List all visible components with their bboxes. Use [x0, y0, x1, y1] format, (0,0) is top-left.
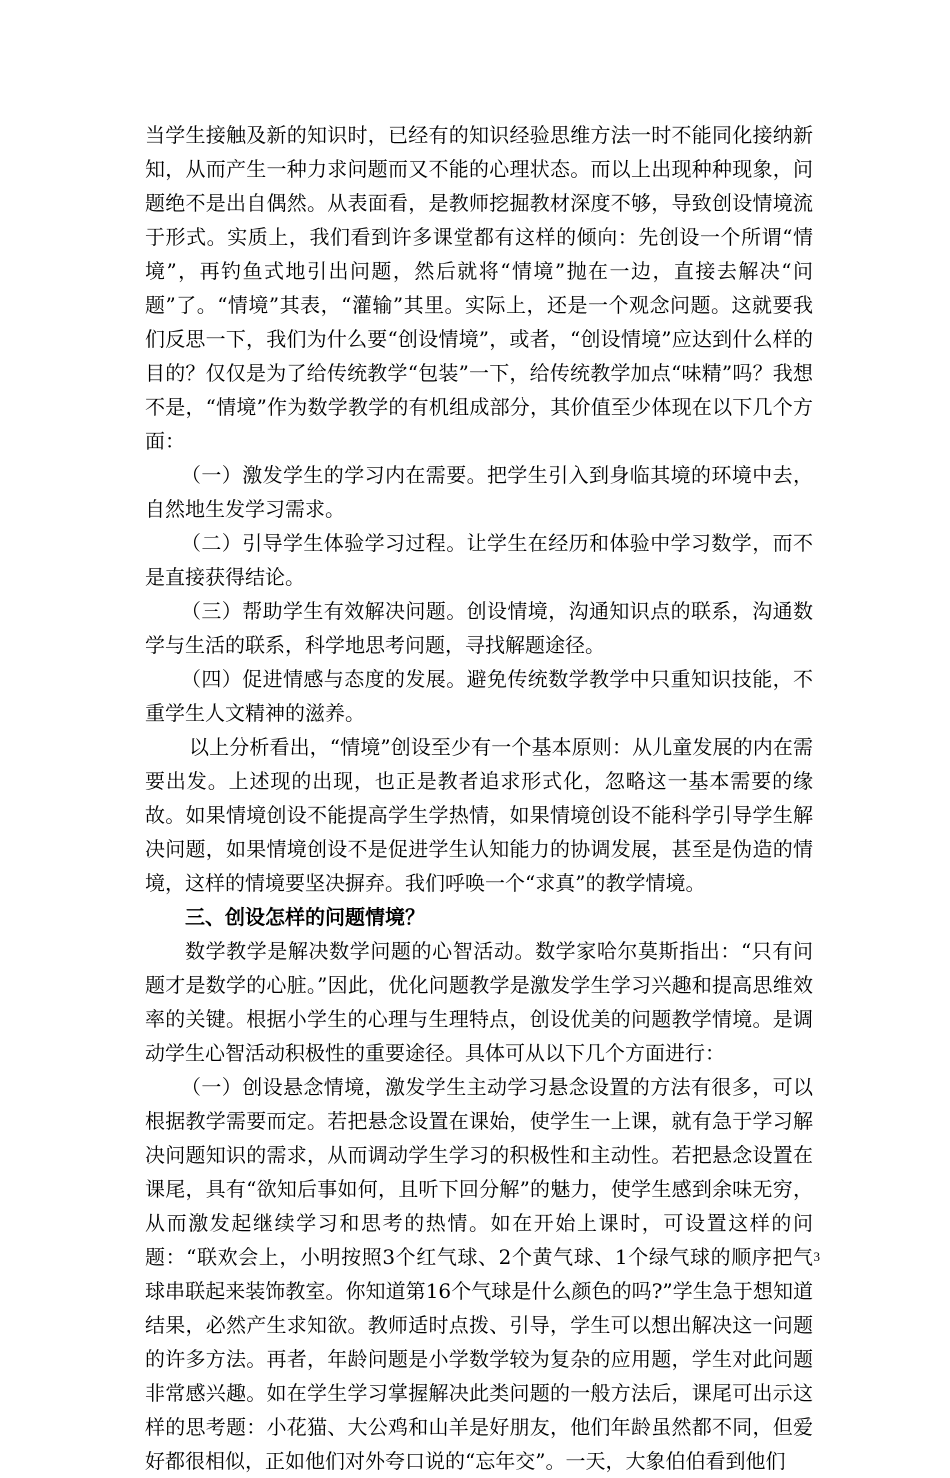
section-heading: 三、创设怎样的问题情境？	[185, 905, 425, 929]
paragraph-point-2: （二）引导学生体验学习过程。让学生在经历和体验中学习数学，而不是直接获得结论。	[145, 531, 813, 589]
paragraph-suspense: （一）创设悬念情境，激发学生主动学习悬念设置的方法有很多，可以根据教学需要而定。若把悬念设置在课始，使学生一上课，就有急于学习解决问题知识的需求，从而调动学生学习的积极性和主动性。若把悬念设置在课尾，具有“欲知后事如何，且听下回分解”的魅力，使学生感到余味无穷，从而激发起继续学习和思考的热情。如在开始上课时，可设置这样的问题：“联欢会上，小明按照3个红气球、2个黄气球、1个绿气球的顺序把气球串联起来装饰教室。你知道第16个气球是什么颜色的吗?”学生急于想知道结果，必然产生求知欲。教师适时点拨、引导，学生可以想出解决这一问题的许多方法。再者，年龄问题是小学数学较为复杂的应用题，学生对此问题非常感兴趣。如在学生学习掌握解决此类问题的一般方法后，课尾可出示这样的思考题：小花猫、大公鸡和山羊是好朋友，他们年龄虽然都不同，但爱好都很相似，正如他们对外夸口说的“忘年交”。一天，大象伯伯看到他们	[145, 1075, 813, 1473]
paragraph-section-intro: 数学教学是解决数学问题的心智活动。数学家哈尔莫斯指出：“只有问题才是数学的心脏。”因此，优化问题教学是激发学生学习兴趣和提高思维效率的关键。根据小学生的心理与生理特点，创设优美的问题教学情境。是调动学生心智活动积极性的重要途径。具体可从以下几个方面进行：	[145, 939, 813, 1065]
paragraph-intro: 当学生接触及新的知识时，已经有的知识经验思维方法一时不能同化接纳新知，从而产生一种力求问题而又不能的心理状态。而以上出现种种现象，问题绝不是出自偶然。从表面看，是教师挖掘教材深度不够，导致创设情境流于形式。实质上，我们看到许多课堂都有这样的倾向：先创设一个所谓“情境”，再钓鱼式地引出问题，然后就将“情境”抛在一边，直接去解决“问题”了。“情境”其表，“灌输”其里。实际上，还是一个观念问题。这就要我们反思一下，我们为什么要“创设情境”，或者，“创设情境”应达到什么样的目的？仅仅是为了给传统教学“包装”一下，给传统教学加点“味精”吗？我想不是，“情境”作为数学教学的有机组成部分，其价值至少体现在以下几个方面：	[145, 123, 813, 453]
paragraph-point-3: （三）帮助学生有效解决问题。创设情境，沟通知识点的联系，沟通数学与生活的联系，科学地思考问题，寻找解题途径。	[145, 599, 813, 657]
page-number: 3	[813, 1249, 820, 1264]
paragraph-point-4: （四）促进情感与态度的发展。避免传统数学教学中只重知识技能，不重学生人文精神的滋养。	[145, 667, 813, 725]
body-text	[145, 118, 813, 1478]
paragraph-point-1: （一）激发学生的学习内在需要。把学生引入到身临其境的环境中去，自然地生发学习需求。	[145, 463, 813, 521]
paragraph-analysis: 以上分析看出，“情境”创设至少有一个基本原则：从儿童发展的内在需要出发。上述现的出现，也正是教者追求形式化，忽略这一基本需要的缘故。如果情境创设不能提高学生学热情，如果情境创设不能科学引导学生解决问题，如果情境创设不是促进学生认知能力的协调发展，甚至是伪造的情境，这样的情境要坚决摒弃。我们呼唤一个“求真”的教学情境。	[145, 735, 813, 895]
